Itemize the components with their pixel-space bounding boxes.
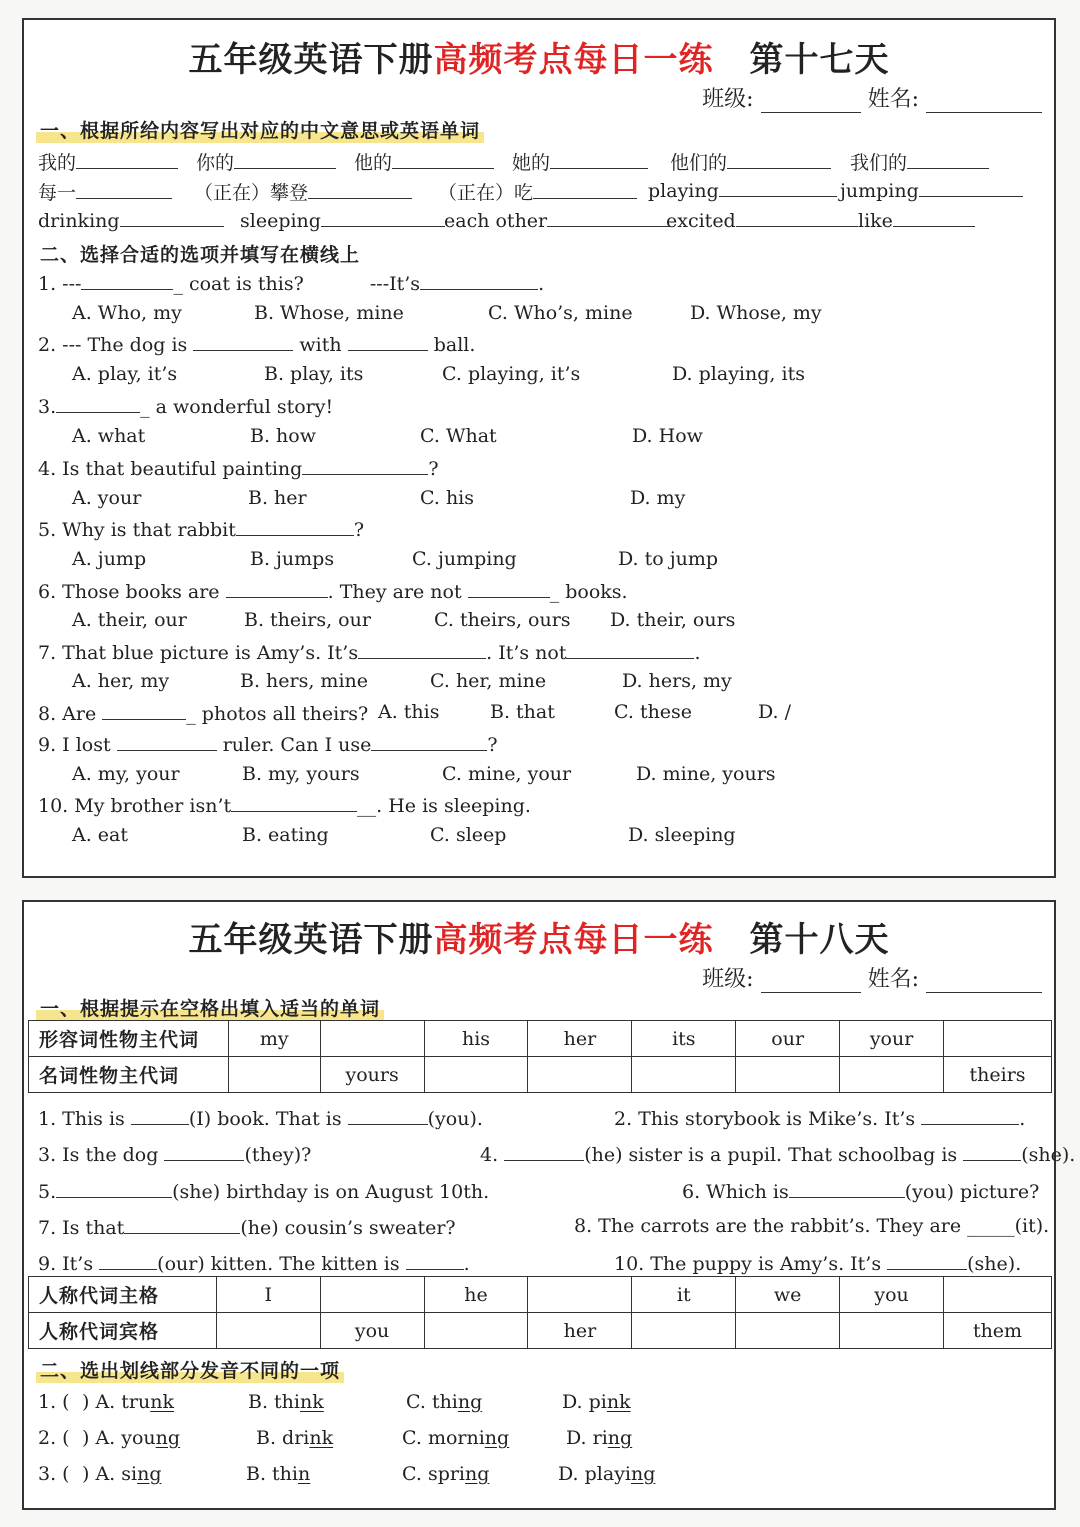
table-cell-blank[interactable] (424, 1313, 528, 1349)
stem-text: 10. The puppy is Amy’s. It’s (614, 1253, 882, 1275)
option[interactable]: A. their, our (72, 609, 187, 631)
stem-text: ? (428, 458, 439, 480)
vocab-word: drinking (38, 210, 120, 232)
options-row (72, 824, 972, 850)
option[interactable] (256, 1427, 333, 1449)
answer-blank[interactable] (919, 178, 1023, 197)
question-stem (38, 793, 531, 817)
name-label: 姓名: (867, 87, 919, 112)
answer-blank[interactable] (963, 1142, 1021, 1161)
option-text: ) A. tru (82, 1391, 151, 1413)
option[interactable]: C. these (614, 701, 693, 723)
answer-blank[interactable] (164, 1142, 244, 1161)
option[interactable]: A. play, it’s (72, 363, 178, 385)
table-cell-blank[interactable] (840, 1313, 944, 1349)
option[interactable] (82, 1463, 162, 1485)
stem-text: 10. My brother isn’t (38, 795, 232, 817)
option[interactable] (406, 1391, 482, 1413)
phonics-question (38, 1391, 1038, 1417)
stem-text: 8. Are (38, 703, 97, 725)
stem-text: . (694, 642, 701, 664)
option-text: B. thi (246, 1463, 298, 1485)
stem-text: 1. --- (38, 273, 82, 295)
table-cell: its (632, 1021, 736, 1057)
stem-text: . (463, 1253, 470, 1275)
option[interactable]: D. their, ours (610, 609, 736, 631)
answer-blank[interactable] (99, 1251, 157, 1270)
underlined-letters: ng (137, 1463, 162, 1485)
option[interactable]: A. her, my (72, 670, 170, 692)
option[interactable] (82, 1391, 174, 1413)
options-row (72, 487, 972, 513)
option[interactable]: C. Who’s, mine (488, 302, 633, 324)
table-cell-blank[interactable] (736, 1057, 840, 1093)
option[interactable]: B. play, its (264, 363, 364, 385)
title-day: 第十八天 (749, 920, 890, 960)
table-cell: he (424, 1277, 528, 1313)
stem-text: 6. Those books are (38, 581, 220, 603)
answer-blank[interactable] (348, 1106, 428, 1125)
option[interactable] (562, 1391, 631, 1413)
option[interactable]: D. / (758, 701, 792, 723)
phonics-question (38, 1463, 1038, 1489)
options-row (72, 425, 972, 451)
stem-text: (our) kitten. The kitten is (157, 1253, 400, 1275)
question-number: 3. ( (38, 1463, 70, 1485)
question-stem (38, 456, 439, 480)
fill-sentence (574, 1215, 1049, 1237)
underlined-letters: nk (309, 1427, 334, 1449)
underlined-letters: nk (300, 1391, 324, 1413)
stem-text: 7. That blue picture is Amy’s. It’s (38, 642, 359, 664)
fill-sentence (38, 1215, 456, 1239)
vocab-row (38, 148, 1038, 174)
fill-sentence (38, 1106, 483, 1130)
stem-text: 3. Is the dog (38, 1144, 159, 1166)
stem-text: (you). (427, 1108, 483, 1130)
stem-text: . (538, 273, 545, 295)
option[interactable]: D. Whose, my (690, 302, 822, 324)
table-cell-blank[interactable] (216, 1313, 320, 1349)
table-cell-blank[interactable] (632, 1313, 736, 1349)
stem-text: (she). (1021, 1144, 1076, 1166)
option[interactable]: C. mine, your (442, 763, 572, 785)
option[interactable]: C. What (420, 425, 497, 447)
vocab-word: 我们的 (850, 152, 908, 174)
stem-text: 5. (38, 1181, 57, 1203)
section-heading: 一、根据提示在空格出填入适当的单词 (36, 994, 384, 1021)
option[interactable]: A. my, your (72, 763, 180, 785)
option-text: D. pi (562, 1391, 607, 1413)
table-cell-blank[interactable] (736, 1313, 840, 1349)
answer-blank[interactable] (193, 332, 293, 351)
fill-sentence (614, 1106, 1025, 1130)
class-label: 班级: (702, 87, 754, 112)
underlined-letters: ng (607, 1427, 633, 1449)
option[interactable]: D. sleeping (628, 824, 736, 846)
option[interactable] (402, 1427, 509, 1449)
option-text: C. spri (402, 1463, 466, 1485)
underlined-letters: ng (457, 1391, 483, 1413)
option[interactable]: B. theirs, our (244, 609, 371, 631)
underlined-letters: ng (465, 1463, 490, 1485)
stem-text: 7. Is that (38, 1217, 125, 1239)
row-label: 形容词性物主代词 (29, 1021, 229, 1057)
answer-blank[interactable] (231, 793, 357, 812)
vocab-word: like (858, 210, 893, 232)
table-cell: we (736, 1277, 840, 1313)
option[interactable]: A. what (72, 425, 146, 447)
answer-blank[interactable] (81, 271, 173, 290)
answer-blank[interactable] (131, 1106, 189, 1125)
stem-text: ruler. Can I use (222, 734, 372, 756)
table-cell-blank[interactable] (528, 1057, 632, 1093)
stem-text: _ books. (549, 581, 628, 603)
answer-blank[interactable] (789, 1179, 905, 1198)
answer-blank[interactable] (348, 332, 428, 351)
answer-blank[interactable] (547, 208, 671, 227)
options-row (72, 548, 972, 574)
option-text: D. ri (566, 1427, 608, 1449)
question-number: 1. ( (38, 1391, 70, 1413)
title-grade: 五年级英语下册 (188, 40, 434, 80)
vocab-word: excited (666, 210, 736, 232)
table-cell-blank[interactable] (528, 1277, 632, 1313)
option[interactable]: B. Whose, mine (254, 302, 404, 324)
question-stem (38, 394, 333, 418)
answer-blank[interactable] (736, 208, 858, 227)
answer-blank[interactable] (727, 150, 831, 169)
possessive-pronoun-table (28, 1020, 1052, 1093)
table-cell: our (736, 1021, 840, 1057)
answer-blank[interactable] (76, 180, 172, 199)
option-text: C. thi (406, 1391, 458, 1413)
options-row (72, 302, 972, 328)
question-stem (38, 732, 498, 756)
table-row (29, 1277, 1052, 1313)
table-row (29, 1313, 1052, 1349)
title-highlight: 高频考点每日一练 (433, 920, 714, 960)
worksheet-title (24, 32, 1054, 81)
stem-text: (she). (967, 1253, 1022, 1275)
option[interactable]: A. eat (72, 824, 129, 846)
vocab-word: 你的 (196, 152, 235, 174)
worksheet-title (24, 912, 1054, 961)
table-cell-blank[interactable] (320, 1277, 424, 1313)
underlined-letters: ng (631, 1463, 656, 1485)
answer-blank[interactable] (371, 732, 487, 751)
stem-text: _ a wonderful story! (140, 396, 334, 418)
answer-blank[interactable] (308, 180, 412, 199)
underlined-letters: ng (155, 1427, 181, 1449)
answer-blank[interactable] (420, 271, 538, 290)
table-cell-blank[interactable] (840, 1057, 944, 1093)
option[interactable] (246, 1463, 310, 1485)
options-row (72, 763, 972, 789)
stem-text: ---It’s (369, 273, 421, 295)
table-cell: my (228, 1021, 320, 1057)
vocab-word: 我的 (38, 152, 77, 174)
option[interactable]: D. mine, yours (636, 763, 776, 785)
stem-text: 4. (480, 1144, 499, 1166)
section-heading: 二、选出划线部分发音不同的一项 (36, 1356, 344, 1383)
title-highlight: 高频考点每日一练 (433, 40, 714, 80)
phonics-question (38, 1427, 1038, 1453)
stem-text: _ photos all theirs? (186, 703, 369, 725)
option[interactable]: C. playing, it’s (442, 363, 581, 385)
underlined-letters: n (298, 1463, 311, 1485)
vocab-word: 他们的 (670, 152, 728, 174)
table-cell: them (944, 1313, 1052, 1349)
option[interactable] (558, 1463, 655, 1485)
student-info (702, 82, 1042, 113)
class-blank[interactable] (761, 90, 861, 113)
options-row (72, 609, 972, 635)
option-text: B. dri (256, 1427, 310, 1449)
answer-blank[interactable] (468, 579, 550, 598)
section-heading: 二、选择合适的选项并填写在横线上 (40, 244, 361, 266)
answer-blank[interactable] (236, 517, 354, 536)
class-blank[interactable] (761, 970, 861, 993)
vocab-row (38, 208, 1038, 234)
vocab-row (38, 178, 1038, 204)
table-cell: her (528, 1021, 632, 1057)
fill-sentence (682, 1179, 1039, 1203)
option[interactable] (248, 1391, 324, 1413)
option[interactable]: B. her (248, 487, 307, 509)
answer-blank[interactable] (124, 1215, 240, 1234)
row-label: 人称代词宾格 (29, 1313, 217, 1349)
class-label: 班级: (702, 967, 754, 992)
answer-blank[interactable] (533, 180, 637, 199)
answer-blank[interactable] (921, 1106, 1019, 1125)
stem-text: _ coat is this? (173, 273, 304, 295)
option[interactable]: D. playing, its (672, 363, 805, 385)
vocab-word: jumping (840, 180, 919, 202)
answer-blank[interactable] (117, 732, 217, 751)
name-label: 姓名: (867, 967, 919, 992)
name-blank[interactable] (926, 970, 1042, 993)
answer-blank[interactable] (719, 178, 837, 197)
stem-text: with (299, 334, 342, 356)
option[interactable]: A. Who, my (72, 302, 182, 324)
table-cell: it (632, 1277, 736, 1313)
table-cell: you (320, 1313, 424, 1349)
table-cell: theirs (944, 1057, 1052, 1093)
stem-text: (they)? (244, 1144, 312, 1166)
options-row (72, 363, 972, 389)
stem-text: (she) birthday is on August 10th. (172, 1181, 490, 1203)
question-stem (38, 640, 701, 664)
table-cell: I (216, 1277, 320, 1313)
option[interactable]: A. your (72, 487, 142, 509)
stem-text: ? (353, 519, 365, 541)
stem-text: ball. (433, 334, 476, 356)
answer-blank[interactable] (226, 579, 328, 598)
option[interactable]: C. his (420, 487, 475, 509)
vocab-word: sleeping (240, 210, 321, 232)
answer-blank[interactable] (907, 150, 989, 169)
worksheet-day-17 (22, 18, 1056, 878)
vocab-word: 每一 (38, 182, 77, 204)
option[interactable]: C. jumping (412, 548, 517, 570)
question-stem (38, 579, 628, 603)
option[interactable]: D. How (632, 425, 703, 447)
option[interactable]: A. jump (72, 548, 147, 570)
option-text: D. playi (558, 1463, 632, 1485)
option[interactable]: C. sleep (430, 824, 507, 846)
option-text: C. morni (402, 1427, 485, 1449)
table-cell: you (840, 1277, 944, 1313)
answer-blank[interactable] (550, 150, 648, 169)
table-row (29, 1057, 1052, 1093)
underlined-letters: nk (150, 1391, 174, 1413)
answer-blank[interactable] (566, 640, 694, 659)
table-cell-blank[interactable] (228, 1057, 320, 1093)
stem-text: 2. This storybook is Mike’s. It’s (614, 1108, 916, 1130)
option[interactable]: C. theirs, ours (434, 609, 571, 631)
answer-blank[interactable] (102, 701, 186, 720)
table-cell: your (840, 1021, 944, 1057)
section-heading: 一、根据所给内容写出对应的中文意思或英语单词 (36, 116, 484, 143)
student-info (702, 962, 1042, 993)
option[interactable] (402, 1463, 489, 1485)
stem-text: __. He is sleeping. (357, 795, 531, 817)
answer-blank[interactable] (893, 208, 975, 227)
table-cell: his (424, 1021, 528, 1057)
underlined-letters: nk (606, 1391, 631, 1413)
option-text: ) A. si (82, 1463, 138, 1485)
stem-text: (you) picture? (904, 1181, 1040, 1203)
option[interactable]: D. my (630, 487, 686, 509)
table-cell: yours (320, 1057, 424, 1093)
option[interactable]: C. her, mine (430, 670, 547, 692)
title-grade: 五年级英语下册 (188, 920, 434, 960)
answer-blank[interactable] (358, 640, 486, 659)
table-cell-blank[interactable] (944, 1277, 1052, 1313)
option[interactable]: B. hers, mine (240, 670, 369, 692)
option[interactable]: B. my, yours (242, 763, 360, 785)
table-cell-blank[interactable] (320, 1021, 424, 1057)
stem-text: (he) sister is a pupil. That schoolbag is (584, 1144, 958, 1166)
question-stem (38, 517, 364, 541)
title-day: 第十七天 (749, 40, 890, 80)
table-row (29, 1021, 1052, 1057)
stem-text: 3. (38, 396, 57, 418)
stem-text: 4. Is that beautiful painting (38, 458, 303, 480)
row-label: 名词性物主代词 (29, 1057, 229, 1093)
stem-text: 9. I lost (38, 734, 111, 756)
answer-blank[interactable] (504, 1142, 584, 1161)
stem-text: 8. The carrots are the rabbit’s. They are _____(it). (574, 1215, 1050, 1237)
answer-blank[interactable] (56, 394, 140, 413)
vocab-word: （正在）攀登 (194, 182, 309, 204)
question-stem (38, 701, 1038, 727)
option-text: B. thi (248, 1391, 300, 1413)
personal-pronoun-table (28, 1276, 1052, 1349)
fill-sentence (480, 1142, 1075, 1166)
options-row (72, 670, 972, 696)
option[interactable]: B. jumps (250, 548, 335, 570)
stem-text: . They are not (327, 581, 462, 603)
answer-blank[interactable] (234, 150, 336, 169)
question-number: 2. ( (38, 1427, 70, 1449)
stem-text: 1. This is (38, 1108, 125, 1130)
answer-blank[interactable] (56, 1179, 172, 1198)
table-cell-blank[interactable] (632, 1057, 736, 1093)
stem-text: 9. It’s (38, 1253, 94, 1275)
question-stem (38, 271, 544, 295)
fill-sentence (38, 1142, 311, 1166)
option[interactable] (566, 1427, 632, 1449)
option[interactable]: A. this (378, 701, 440, 723)
fill-sentence (38, 1251, 470, 1275)
underlined-letters: ng (484, 1427, 510, 1449)
vocab-word: each other (444, 210, 548, 232)
option[interactable]: D. hers, my (622, 670, 732, 692)
table-cell: her (528, 1313, 632, 1349)
option-text: ) A. you (82, 1427, 156, 1449)
table-cell-blank[interactable] (944, 1021, 1052, 1057)
option[interactable]: B. that (490, 701, 555, 723)
option[interactable]: D. to jump (618, 548, 719, 570)
stem-text: 6. Which is (682, 1181, 789, 1203)
worksheet-day-18 (22, 900, 1076, 1510)
answer-blank[interactable] (302, 456, 428, 475)
vocab-word: 他的 (354, 152, 393, 174)
answer-blank[interactable] (887, 1251, 967, 1270)
stem-text: (he) cousin’s sweater? (240, 1217, 456, 1239)
row-label: 人称代词主格 (29, 1277, 217, 1313)
vocab-word: 她的 (512, 152, 551, 174)
answer-blank[interactable] (392, 150, 494, 169)
stem-text: 5. Why is that rabbit (38, 519, 236, 541)
stem-text: . (1019, 1108, 1026, 1130)
option[interactable]: B. how (250, 425, 316, 447)
table-cell-blank[interactable] (424, 1057, 528, 1093)
stem-text: . It’s not (486, 642, 567, 664)
vocab-word: playing (648, 180, 719, 202)
option[interactable]: B. eating (242, 824, 329, 846)
fill-sentence (38, 1179, 489, 1203)
answer-blank[interactable] (406, 1251, 464, 1270)
answer-blank[interactable] (76, 150, 178, 169)
answer-blank[interactable] (321, 208, 445, 227)
stem-text: (I) book. That is (188, 1108, 342, 1130)
answer-blank[interactable] (120, 208, 224, 227)
question-stem (38, 332, 475, 356)
vocab-word: （正在）吃 (438, 182, 534, 204)
name-blank[interactable] (926, 90, 1042, 113)
stem-text: 2. --- The dog is (38, 334, 188, 356)
option[interactable] (82, 1427, 180, 1449)
stem-text: ? (487, 734, 498, 756)
fill-sentence (614, 1251, 1021, 1275)
